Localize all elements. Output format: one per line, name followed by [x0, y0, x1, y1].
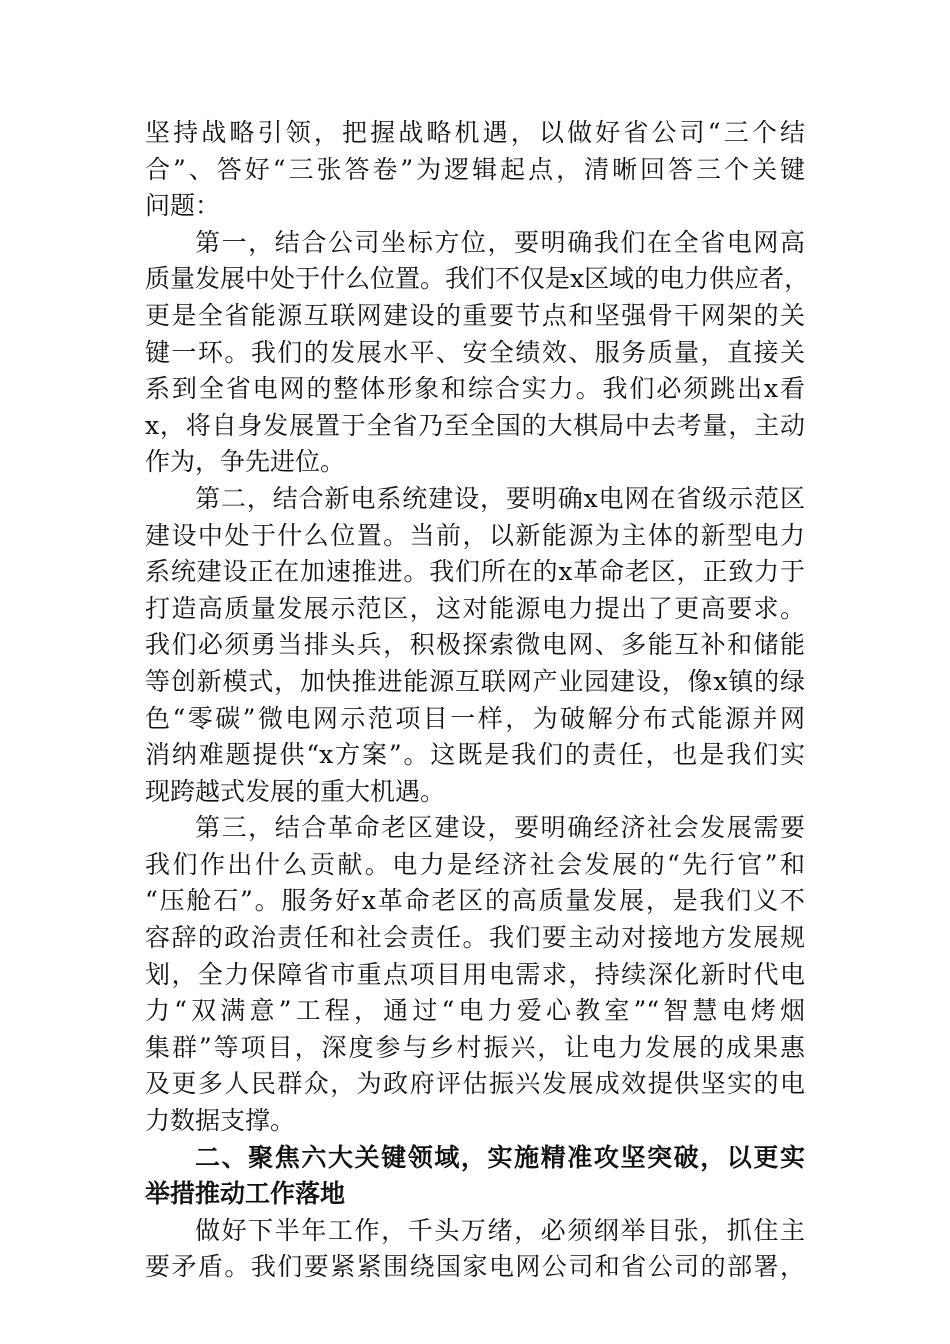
- text-line: 做好下半年工作，千头万绪，必须纲举目张，抓住主: [195, 1215, 805, 1245]
- text-line: 系到全省电网的整体形象和综合实力。我们必须跳出x看: [145, 374, 805, 404]
- paragraph: [145, 115, 805, 225]
- text-line: 更是全省能源互联网建设的重要节点和坚强骨干网架的关: [145, 300, 805, 330]
- text-line: 第三，结合革命老区建设，要明确经济社会发展需要: [195, 813, 805, 843]
- text-line: 现跨越式发展的重大机遇。: [145, 776, 446, 806]
- text-line: 二、聚焦六大关键领域，实施精准攻坚突破，以更实: [195, 1142, 805, 1172]
- text-line: x，将自身发展置于全省乃至全国的大棋局中去考量，主动: [145, 410, 805, 440]
- text-line: 合”、答好“三张答卷”为逻辑起点，清晰回答三个关键: [145, 154, 805, 184]
- paragraph: [145, 481, 805, 810]
- text-line: 力数据支撑。: [145, 1106, 296, 1136]
- text-line: 等创新模式，加快推进能源互联网产业园建设，像x镇的绿: [145, 666, 805, 696]
- text-line: 集群”等项目，深度参与乡村振兴，让电力发展的成果惠: [145, 1032, 805, 1062]
- text-line: 我们作出什么贡献。电力是经济社会发展的“先行官”和: [145, 849, 805, 879]
- paragraph: [145, 810, 805, 1139]
- paragraph: [145, 225, 810, 481]
- text-line: 举措推动工作落地: [145, 1179, 346, 1209]
- text-line: 及更多人民群众，为政府评估振兴发展成效提供坚实的电: [145, 1069, 805, 1099]
- text-line: 坚持战略引领，把握战略机遇，以做好省公司“三个结: [145, 118, 805, 147]
- document-page: [145, 115, 810, 1286]
- text-line: 我们必须勇当排头兵，积极探索微电网、多能互补和储能: [145, 630, 805, 660]
- text-line: 系统建设正在加速推进。我们所在的x革命老区，正致力于: [145, 557, 805, 587]
- paragraph: [145, 1213, 805, 1286]
- text-line: 作为，争先进位。: [145, 447, 346, 477]
- text-line: 打造高质量发展示范区，这对能源电力提出了更高要求。: [145, 593, 805, 623]
- text-line: 力“双满意”工程，通过“电力爱心教室”“智慧电烤烟: [145, 996, 805, 1026]
- text-line: 容辞的政治责任和社会责任。我们要主动对接地方发展规: [145, 923, 805, 953]
- text-line: 消纳难题提供“x方案”。这既是我们的责任，也是我们实: [145, 740, 805, 770]
- text-line: “压舱石”。服务好x革命老区的高质量发展，是我们义不: [145, 886, 805, 916]
- text-line: 建设中处于什么位置。当前，以新能源为主体的新型电力: [145, 520, 805, 550]
- text-line: 划，全力保障省市重点项目用电需求，持续深化新时代电: [145, 959, 805, 989]
- section-heading: [145, 1140, 805, 1213]
- text-line: 第一，结合公司坐标方位，要明确我们在全省电网高: [195, 227, 805, 257]
- text-line: 问题：: [145, 191, 221, 221]
- text-line: 质量发展中处于什么位置。我们不仅是x区域的电力供应者，: [145, 264, 810, 294]
- text-line: 第二，结合新电系统建设，要明确x电网在省级示范区: [195, 483, 805, 513]
- text-line: 色“零碳”微电网示范项目一样，为破解分布式能源并网: [145, 703, 805, 733]
- text-line: 要矛盾。我们要紧紧围绕国家电网公司和省公司的部署，: [145, 1252, 805, 1282]
- text-line: 键一环。我们的发展水平、安全绩效、服务质量，直接关: [145, 337, 805, 367]
